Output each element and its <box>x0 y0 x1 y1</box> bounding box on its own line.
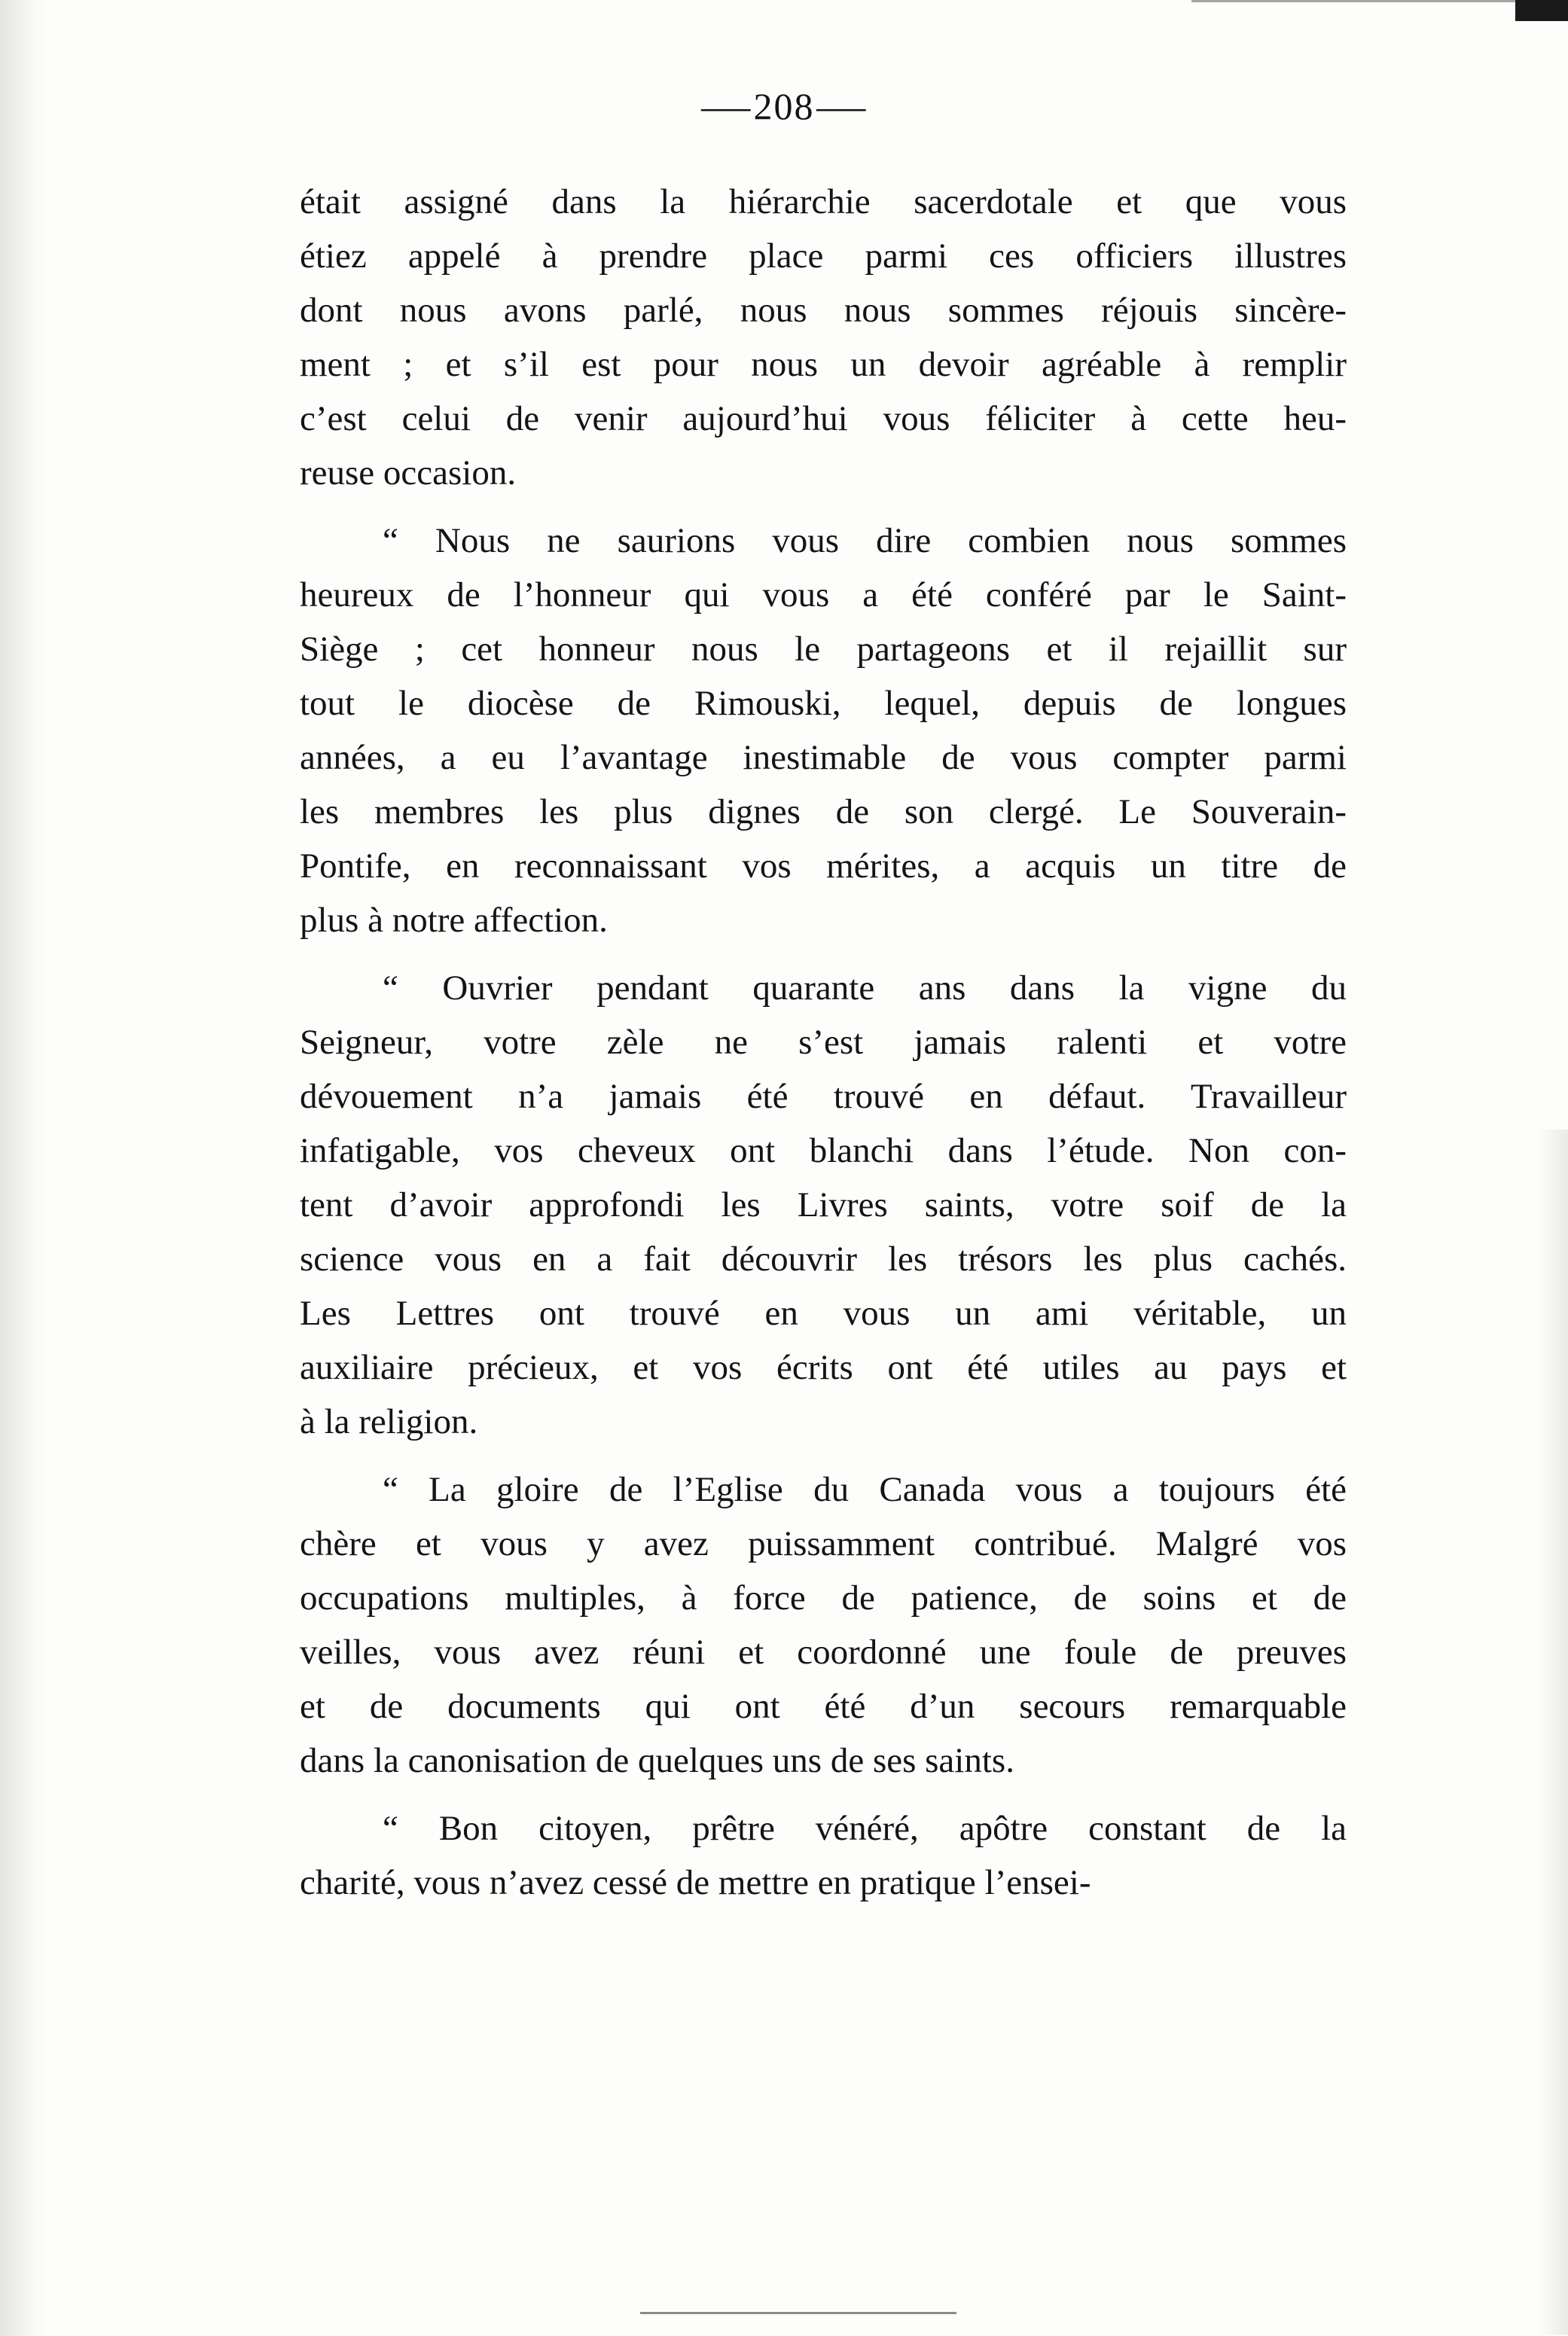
body-text <box>300 175 1347 1910</box>
text-line: dévouement n’a jamais été trouvé en défaut. Travailleur <box>300 1077 1347 1116</box>
text-line: et de documents qui ont été d’un secours remarquable <box>300 1687 1347 1726</box>
text-line: tout le diocèse de Rimouski, lequel, depuis de longues <box>300 684 1347 723</box>
text-line: “ La gloire de l’Eglise du Canada vous a toujours été <box>383 1470 1347 1509</box>
text-line: Seigneur, votre zèle ne s’est jamais ralenti et votre <box>300 1023 1347 1062</box>
binding-edge-shadow <box>0 0 53 2336</box>
text-line: reuse occasion. <box>300 453 517 493</box>
text-line: ment ; et s’il est pour nous un devoir agréable à remplir <box>300 345 1347 384</box>
text-line: “ Nous ne saurions vous dire combien nous sommes <box>383 521 1347 560</box>
text-line: heureux de l’honneur qui vous a été conféré par le Saint- <box>300 575 1347 614</box>
page-number: — 208 — <box>0 84 1568 128</box>
paragraph-gap <box>300 1449 1347 1462</box>
top-scan-rule <box>1191 0 1568 13</box>
text-line: “ Bon citoyen, prêtre vénéré, apôtre constant de la <box>383 1809 1347 1848</box>
text-line: dont nous avons parlé, nous nous sommes réjouis sincère- <box>300 291 1347 330</box>
right-edge-shadow <box>1538 1130 1568 2334</box>
paragraph-gap <box>300 947 1347 961</box>
text-line: années, a eu l’avantage inestimable de vous compter parmi <box>300 738 1347 777</box>
text-line: infatigable, vos cheveux ont blanchi dans l’étude. Non con- <box>300 1131 1347 1170</box>
text-line: plus à notre affection. <box>300 901 608 940</box>
paragraph <box>300 961 1347 1449</box>
text-line: Siège ; cet honneur nous le partageons et il rejaillit sur <box>300 630 1347 669</box>
text-line: à la religion. <box>300 1402 478 1441</box>
paragraph <box>300 514 1347 947</box>
text-line: tent d’avoir approfondi les Livres saints, votre soif de la <box>300 1185 1347 1224</box>
text-line: charité, vous n’avez cessé de mettre en pratique l’ensei- <box>300 1863 1091 1902</box>
text-line: veilles, vous avez réuni et coordonné une foule de preuves <box>300 1633 1347 1672</box>
paragraph-gap <box>300 500 1347 514</box>
text-line: Les Lettres ont trouvé en vous un ami véritable, un <box>300 1294 1347 1333</box>
bottom-scan-rule <box>640 2312 956 2314</box>
text-line: chère et vous y avez puissamment contribué. Malgré vos <box>300 1524 1347 1563</box>
paragraph <box>300 1462 1347 1788</box>
paragraph-gap <box>300 1788 1347 1801</box>
text-line: “ Ouvrier pendant quarante ans dans la vigne du <box>383 968 1347 1008</box>
text-line: était assigné dans la hiérarchie sacerdotale et que vous <box>300 182 1347 221</box>
text-line: science vous en a fait découvrir les trésors les plus cachés. <box>300 1240 1347 1279</box>
text-line: dans la canonisation de quelques uns de ses saints. <box>300 1741 1014 1780</box>
text-line: c’est celui de venir aujourd’hui vous féliciter à cette heu- <box>300 399 1347 438</box>
paragraph <box>300 1801 1347 1910</box>
text-line: occupations multiples, à force de patience, de soins et de <box>300 1578 1347 1618</box>
text-line: auxiliaire précieux, et vos écrits ont été utiles au pays et <box>300 1348 1347 1387</box>
text-line: Pontife, en reconnaissant vos mérites, a acquis un titre de <box>300 846 1347 886</box>
text-line: étiez appelé à prendre place parmi ces officiers illustres <box>300 236 1347 276</box>
text-line: les membres les plus dignes de son clergé. Le Souverain- <box>300 792 1347 831</box>
paragraph <box>300 175 1347 500</box>
corner-scan-mark <box>1515 0 1568 21</box>
